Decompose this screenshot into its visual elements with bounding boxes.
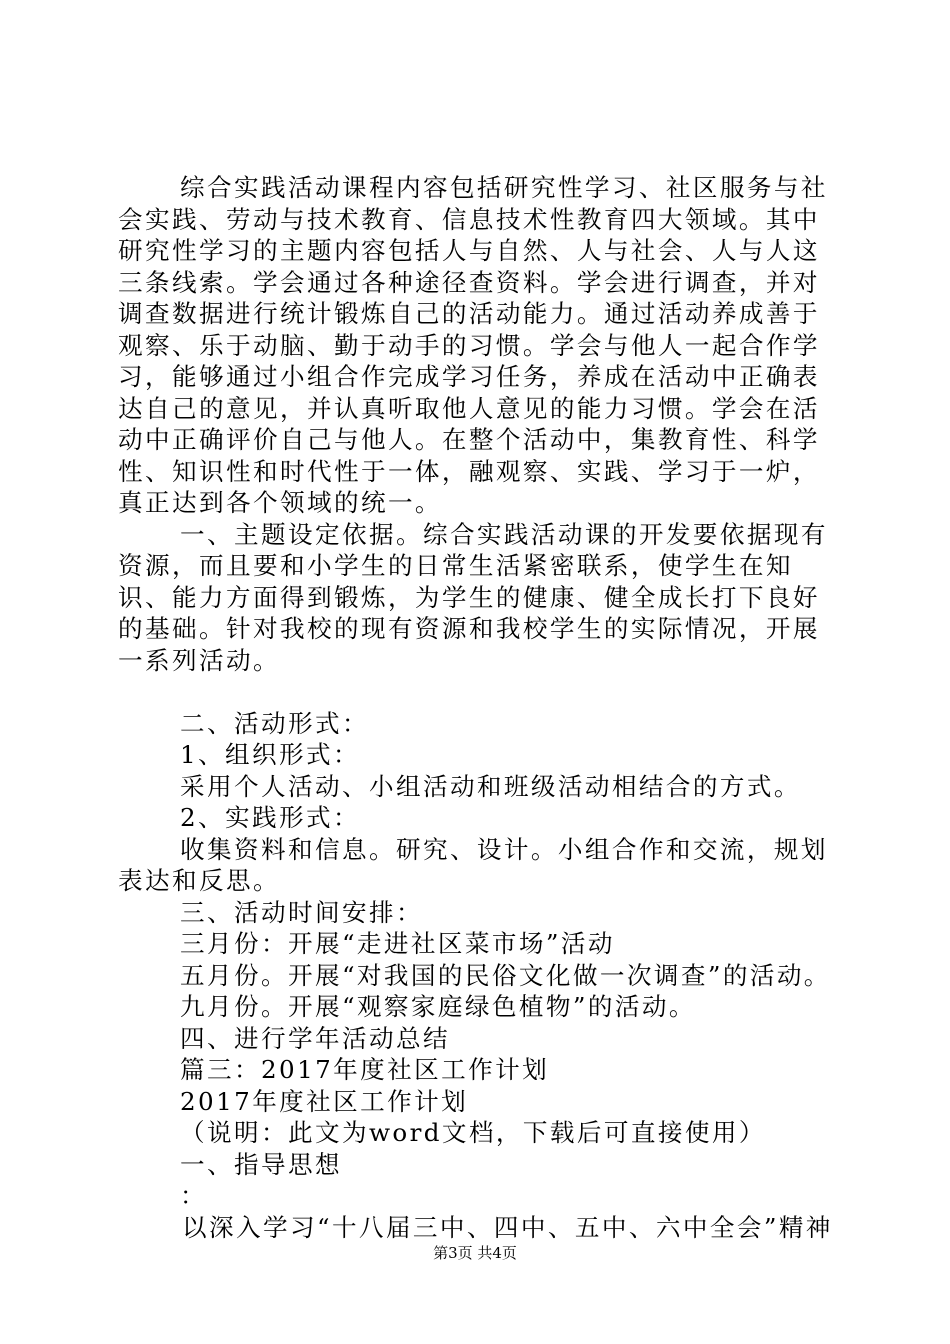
text-practice-form: 收集资料和信息。研究、设计。小组合作和交流，规划表达和反思。 [118, 834, 828, 895]
subheading-practice-form: 2、实践形式： [180, 803, 361, 832]
schedule-september: 九月份。开展“观察家庭绿色植物”的活动。 [180, 992, 696, 1021]
section-title-part-three: 篇三：2017年度社区工作计划 [180, 1055, 550, 1084]
heading-schedule: 三、活动时间安排： [180, 897, 423, 927]
schedule-march: 三月份：开展“走进社区菜市场”活动 [180, 929, 615, 958]
heading-guiding-ideology: 一、指导思想 [180, 1149, 342, 1179]
text-guiding-ideology: 以深入学习“十八届三中、四中、五中、六中全会”精神 [182, 1212, 833, 1242]
heading-activity-forms: 二、活动形式： [180, 708, 369, 738]
colon-line: ： [180, 1181, 207, 1210]
page-number-footer: 第3页 共4页 [433, 1244, 517, 1262]
plan-title: 2017年度社区工作计划 [180, 1086, 469, 1116]
blank-line [118, 676, 838, 708]
heading-summary: 四、进行学年活动总结 [180, 1023, 450, 1053]
plan-note: （说明：此文为word文档，下载后可直接使用） [180, 1118, 766, 1147]
paragraph-theme-basis: 一、主题设定依据。综合实践活动课的开发要依据现有资源，而且要和小学生的日常生活紧密联系，使学生在知识、能力方面得到锻炼，为学生的健康、健全成长打下良好的基础。针对我校的现有资源和我校学生的实际情况，开展一系列活动。 [118, 519, 828, 675]
paragraph-curriculum-overview: 综合实践活动课程内容包括研究性学习、社区服务与社会实践、劳动与技术教育、信息技术性教育四大领域。其中研究性学习的主题内容包括人与自然、人与社会、人与人这三条线索。学会通过各种途径查资料。学会进行调查，并对调查数据进行统计锻炼自己的活动能力。通过活动养成善于观察、乐于动脑、勤于动手的习惯。学会与他人一起合作学习，能够通过小组合作完成学习任务，养成在活动中正确表达自己的意见，并认真听取他人意见的能力习惯。学会在活动中正确评价自己与他人。在整个活动中，集教育性、科学性、知识性和时代性于一体，融观察、实践、学习于一炉，真正达到各个领域的统一。 [118, 173, 828, 517]
document-body [118, 172, 838, 1243]
text-organization-form: 采用个人活动、小组活动和班级活动相结合的方式。 [180, 771, 801, 801]
subheading-organization-form: 1、组织形式： [180, 740, 361, 769]
schedule-may: 五月份。开展“对我国的民俗文化做一次调查”的活动。 [180, 960, 831, 990]
